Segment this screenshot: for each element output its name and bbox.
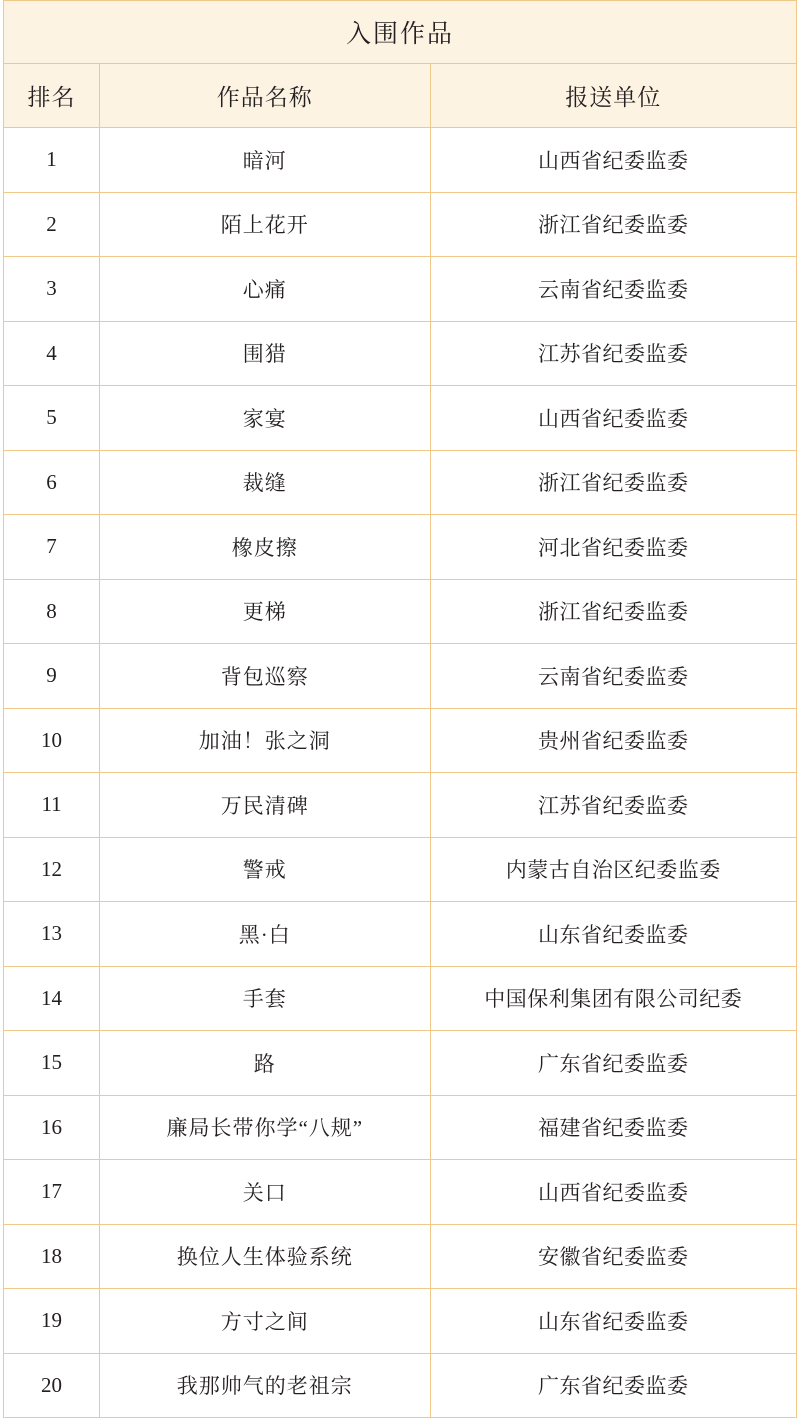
cell-name: 背包巡察 bbox=[100, 644, 430, 709]
cell-rank: 4 bbox=[4, 321, 100, 386]
cell-unit: 云南省纪委监委 bbox=[430, 644, 797, 709]
table-body bbox=[4, 128, 797, 1418]
column-header-name: 作品名称 bbox=[100, 64, 430, 128]
table-title-row bbox=[4, 1, 797, 64]
cell-rank: 19 bbox=[4, 1289, 100, 1354]
table-row bbox=[4, 773, 797, 838]
cell-rank: 11 bbox=[4, 773, 100, 838]
cell-unit: 山东省纪委监委 bbox=[430, 1289, 797, 1354]
cell-unit: 山西省纪委监委 bbox=[430, 386, 797, 451]
column-header-rank: 排名 bbox=[4, 64, 100, 128]
cell-name: 加油！张之洞 bbox=[100, 708, 430, 773]
cell-rank: 12 bbox=[4, 837, 100, 902]
cell-unit: 安徽省纪委监委 bbox=[430, 1224, 797, 1289]
cell-rank: 1 bbox=[4, 128, 100, 193]
shortlisted-works-table bbox=[3, 0, 797, 1418]
table-row bbox=[4, 902, 797, 967]
cell-name: 橡皮擦 bbox=[100, 515, 430, 580]
cell-name: 我那帅气的老祖宗 bbox=[100, 1353, 430, 1418]
table-row bbox=[4, 450, 797, 515]
cell-name: 裁缝 bbox=[100, 450, 430, 515]
table-row bbox=[4, 1095, 797, 1160]
table-row bbox=[4, 579, 797, 644]
cell-unit: 广东省纪委监委 bbox=[430, 1353, 797, 1418]
table-row bbox=[4, 321, 797, 386]
cell-rank: 10 bbox=[4, 708, 100, 773]
cell-unit: 山东省纪委监委 bbox=[430, 902, 797, 967]
cell-name: 方寸之间 bbox=[100, 1289, 430, 1354]
cell-unit: 浙江省纪委监委 bbox=[430, 450, 797, 515]
table-row bbox=[4, 386, 797, 451]
cell-unit: 山西省纪委监委 bbox=[430, 1160, 797, 1225]
cell-name: 家宴 bbox=[100, 386, 430, 451]
cell-unit: 河北省纪委监委 bbox=[430, 515, 797, 580]
cell-name: 关口 bbox=[100, 1160, 430, 1225]
cell-rank: 15 bbox=[4, 1031, 100, 1096]
table-row bbox=[4, 1160, 797, 1225]
cell-name: 暗河 bbox=[100, 128, 430, 193]
cell-rank: 7 bbox=[4, 515, 100, 580]
table-header bbox=[4, 1, 797, 128]
cell-unit: 山西省纪委监委 bbox=[430, 128, 797, 193]
cell-unit: 福建省纪委监委 bbox=[430, 1095, 797, 1160]
cell-name: 警戒 bbox=[100, 837, 430, 902]
cell-rank: 13 bbox=[4, 902, 100, 967]
cell-name: 换位人生体验系统 bbox=[100, 1224, 430, 1289]
cell-unit: 江苏省纪委监委 bbox=[430, 773, 797, 838]
cell-name: 围猎 bbox=[100, 321, 430, 386]
cell-rank: 3 bbox=[4, 257, 100, 322]
cell-name: 黑·白 bbox=[100, 902, 430, 967]
cell-name: 万民清碑 bbox=[100, 773, 430, 838]
cell-rank: 20 bbox=[4, 1353, 100, 1418]
cell-unit: 浙江省纪委监委 bbox=[430, 579, 797, 644]
cell-rank: 16 bbox=[4, 1095, 100, 1160]
cell-unit: 广东省纪委监委 bbox=[430, 1031, 797, 1096]
cell-rank: 9 bbox=[4, 644, 100, 709]
table-row bbox=[4, 257, 797, 322]
table-row bbox=[4, 1224, 797, 1289]
table-row bbox=[4, 837, 797, 902]
table-row bbox=[4, 128, 797, 193]
table-row bbox=[4, 966, 797, 1031]
cell-name: 手套 bbox=[100, 966, 430, 1031]
table-row bbox=[4, 1289, 797, 1354]
table-row bbox=[4, 1353, 797, 1418]
column-header-unit: 报送单位 bbox=[430, 64, 797, 128]
table-column-header-row bbox=[4, 64, 797, 128]
cell-rank: 5 bbox=[4, 386, 100, 451]
table-row bbox=[4, 644, 797, 709]
table-row bbox=[4, 515, 797, 580]
cell-rank: 17 bbox=[4, 1160, 100, 1225]
cell-unit: 江苏省纪委监委 bbox=[430, 321, 797, 386]
cell-rank: 6 bbox=[4, 450, 100, 515]
cell-unit: 云南省纪委监委 bbox=[430, 257, 797, 322]
page-title: 入围作品 bbox=[4, 1, 797, 64]
cell-rank: 14 bbox=[4, 966, 100, 1031]
cell-name: 路 bbox=[100, 1031, 430, 1096]
cell-rank: 2 bbox=[4, 192, 100, 257]
cell-rank: 8 bbox=[4, 579, 100, 644]
cell-unit: 中国保利集团有限公司纪委 bbox=[430, 966, 797, 1031]
cell-unit: 浙江省纪委监委 bbox=[430, 192, 797, 257]
cell-unit: 贵州省纪委监委 bbox=[430, 708, 797, 773]
table-row bbox=[4, 708, 797, 773]
cell-name: 陌上花开 bbox=[100, 192, 430, 257]
table-row bbox=[4, 1031, 797, 1096]
cell-rank: 18 bbox=[4, 1224, 100, 1289]
cell-name: 更梯 bbox=[100, 579, 430, 644]
cell-name: 廉局长带你学“八规” bbox=[100, 1095, 430, 1160]
table-row bbox=[4, 192, 797, 257]
cell-unit: 内蒙古自治区纪委监委 bbox=[430, 837, 797, 902]
cell-name: 心痛 bbox=[100, 257, 430, 322]
